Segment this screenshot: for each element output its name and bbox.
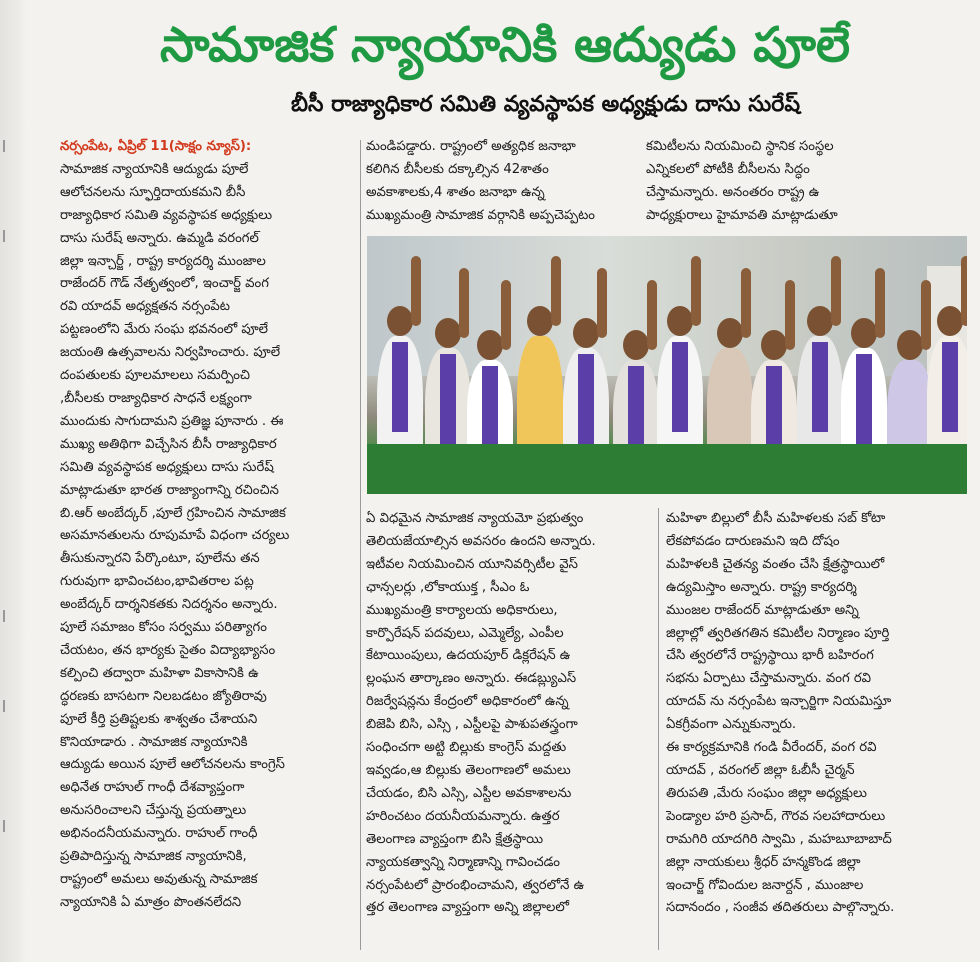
text-line: ద్ధరణకు బాసటగా నిలబడటం జ్యోతిరావు [60,688,267,704]
text-line: సమితి వ్యవస్థాపక అధ్యక్షులు దాసు సురేష్ [60,459,274,475]
photo-raised-arm [459,268,469,338]
text-line: మండిపడ్డారు. రాష్ట్రంలో అత్యధిక జనాభా [366,139,576,154]
text-line: జిల్లాల్లో త్వరితగతిన కమిటీల నిర్మాణం పూర్తి [666,625,890,641]
article-column-3-bottom [666,508,966,920]
photo-sash [856,354,872,444]
article-column-3-top [646,136,968,228]
text-line: యాదవ్ , వరంగల్ జిల్లా ఓబీసీ చైర్మన్ [666,762,855,778]
article-column-2-top [366,136,640,228]
column-3-top-body [646,136,968,228]
text-line: అసమానతులను రూపుమాపే విధంగా చర్యలు [60,528,290,544]
text-line: అనుసరించాలని చేస్తున్న ప్రయత్నాలు [60,803,247,819]
text-line: ల్లంఘన తార్కాణం అన్నారు. ఈడబ్ల్యుఎస్ [366,671,577,687]
photo-sash [482,366,498,456]
photo-raised-arm [785,280,795,350]
column-2-top-body [366,136,640,228]
text-line: కార్పొరేషన్ పదవులు, ఎమ్మెల్యే, ఎంపీల [366,625,564,641]
text-line: సంధించగా అట్టి బిల్లుకు కాంగ్రెస్ మద్దతు [366,740,567,756]
text-line: చేయటం, తన భార్యకు సైతం విద్యాభ్యాసం [60,642,276,658]
photo-raised-arm [551,256,561,326]
text-line: న్యాయకత్వాన్ని నిర్మాణాన్ని గావించడం [366,854,560,870]
text-line: సదానందం , సంజీవ తదితరులు పాల్గొన్నారు. [666,900,895,916]
photo-person-head [667,306,693,336]
text-line: కల్పించి తద్వారా మహిళా వికాసానికి ఉ [60,665,259,681]
text-line: కేటాయింపులు, ఉదయపూర్ డిక్లరేషన్ ఉ [366,648,571,664]
text-line: చేసి త్వరలోనే రాష్ట్రస్థాయి భారీ బహిరంగ [666,648,874,664]
photo-person-head [435,318,461,348]
text-line: న్యాయానికి ఏ మాత్రం పొంతనలేదని [60,894,242,910]
photo-raised-arm [921,280,931,350]
text-line: ఉద్యమిస్తాం అన్నారు. రాష్ట్ర కార్యదర్శి [666,579,857,595]
text-line: తీసుకున్నారని పేర్కొంటూ, పూలేను తన [60,551,260,567]
text-line: రాజేందర్ గౌడ్ నేతృత్వంలో, ఇంచార్జ్ వంగ [60,276,269,292]
text-line: పూలే కీర్తి ప్రతిష్టలకు శాశ్వతం చేశాయని [60,711,258,727]
text-line: కమిటీలను నియమించి స్థానిక సంస్థల [646,139,834,154]
text-line: బి.ఆర్ అంబేద్కర్ ,పూలే గ్రహించిన సామాజిక [60,505,286,521]
text-line: ప్రతిపాదిస్తున్న సామాజిక న్యాయానికి, [60,849,247,865]
text-line: రిజర్వేషన్లను కేంద్రంలో అధికారంలో ఉన్న [366,694,569,710]
text-line: ఏ విధమైన సామాజిక న్యాయమో ప్రభుత్వం [366,511,584,526]
dateline: నర్సంపేట, ఏప్రిల్ 11(సాక్షం న్యూస్): [60,139,252,154]
photo-sash [392,342,408,432]
text-line: యాదవ్ ను నర్సంపేట ఇన్చార్జిగా నియమిస్తూ [666,694,892,710]
text-line: చేయడం, బిసి ఎస్సి, ఎస్టీల అవకాశాలను [366,785,572,801]
text-line: జిల్లా ఇన్చార్జ్ , రాష్ట్ర కార్యదర్శి ముంజాల [60,253,266,269]
text-line: ఇటీవల నియమించిన యూనివర్సిటీల వైస్ [366,556,578,572]
photo-sash [766,366,782,456]
text-line: ఏకగ్రీవంగా ఎన్నుకున్నారు. [666,717,797,733]
text-line: ఆద్యుడు అయిన పూలే ఆలోచనలను కాంగ్రెస్ [60,757,285,773]
text-line: ఈ కార్యక్రమానికి గండి వీరేందర్, వంగ రవి [666,740,877,756]
text-line: దంపతులకు పూలమాలలు సమర్పించి [60,368,251,384]
text-line: పాధ్యక్షురాలు హైమావతి మాట్లాడుతూ [646,207,838,223]
photo-raised-arm [741,268,751,338]
photo-raised-arm [647,280,657,350]
photo-sash [812,342,828,432]
text-line: హరించటం దయనీయమన్నారు. ఉత్తర [366,808,560,824]
text-line: ముఖ్య అతిథిగా విచ్చేసిన బీసీ రాజ్యాధికార [60,436,277,452]
column-divider-1 [360,140,361,950]
text-line: ముఖ్యమంత్రి కార్యాలయ అధికారులు, [366,602,558,618]
column-divider-2 [658,508,659,950]
text-line: జిల్లా నాయకులు శ్రీధర్ హన్మకొండ జిల్లా [666,854,861,870]
subheadline [180,86,970,124]
text-line: రామగిరి యాదగిరి స్వామి , మహబూబాబాద్ [666,831,892,847]
text-line: లేకపోవడం దారుణమని ఇది దోషం [666,533,840,549]
text-line: దాసు సురేష్ అన్నారు. ఉమ్మడి వరంగల్ [60,230,259,246]
photo-sash [440,354,456,444]
text-line: ,బీసీలకు రాజ్యాధికార సాధనే లక్ష్యంగా [60,390,252,406]
text-line: మాట్లాడుతూ భారత రాజ్యాంగాన్ని రచించిన [60,482,279,498]
photo-raised-arm [875,268,885,338]
photo-sash [672,342,688,432]
subheadline-text: బీసీ రాజ్యాధికార సమితి వ్యవస్థాపక అధ్యక్షుడు దాసు సురేష్ [291,92,800,117]
column-2-bottom-body [366,508,644,920]
photo-raised-arm [961,256,967,326]
text-line: మహిళలకి చైతన్య వంతం చేసి క్షేత్రస్థాయిలో [666,556,885,572]
article-column-2-bottom [366,508,644,920]
text-line: బిజెపి బిసి, ఎస్సి , ఎస్టీలపై పాశుపతస్త్రంగా [366,717,578,733]
text-line: రాజ్యాధికార సమితి వ్యవస్థాపక అధ్యక్షులు [60,207,273,223]
text-line: అంబేద్కర్ దార్శనికతకు నిదర్శనం అన్నారు. [60,597,278,613]
text-line: గురువుగా భావించటం,భావితరాల పట్ల [60,574,254,590]
edge-mark [3,230,15,242]
text-line: తెలంగాణ వ్యాప్తంగా బిసి క్షేత్రస్థాయి [366,831,544,847]
text-line: తిరుపతి ,మేరు సంఘం జిల్లా అధ్యక్షులు [666,785,867,801]
photo-person-head [851,318,877,348]
text-line: ఎన్నికలలో పోటీకి బీసీలను సిద్ధం [646,161,810,177]
photo-table [367,444,967,494]
text-line: పట్టణంలోని మేరు సంఘ భవనంలో పూలే [60,322,269,338]
event-photo [367,236,967,494]
edge-mark [3,140,15,152]
photo-raised-arm [597,268,607,338]
photo-raised-arm [501,280,511,350]
text-line: పెండ్యాల హరి ప్రసాద్, గౌరవ సలహాదారులు [666,808,886,824]
text-line: ఇవ్వడం,ఆ బిల్లుకు తెలంగాణలో అమలు [366,762,571,778]
photo-person-head [937,306,963,336]
column-3-bottom-body [666,508,966,920]
text-line: ఛాన్సలర్లు ,లోకాయుక్త , సీఎం ఓ [366,579,530,595]
text-line: మహిళా బిల్లులో బీసీ మహిళలకు సబ్ కోటా [666,511,886,526]
text-line: ముందుకు సాగుదామని ప్రతిజ్ఞ పూనారు . ఈ [60,413,284,429]
photo-person-head [623,330,649,360]
text-line: కలిగిన బీసీలకు దక్కాల్సిన 42శాతం [366,161,549,177]
text-line: అభినందనీయమన్నారు. రాహుల్ గాంధీ [60,826,258,842]
text-line: తెలియజేయాల్సిన అవసరం ఉందని అన్నారు. [366,533,596,549]
text-line: సామాజిక న్యాయానికి ఆద్యుడు పూలే [60,161,249,177]
photo-person-head [761,330,787,360]
photo-person-head [897,330,923,360]
text-line: ముంజల రాజేందర్ మాట్లాడుతూ అన్ని [666,602,859,618]
column-1-body [60,159,352,915]
text-line: జయంతి ఉత్సవాలను నిర్వహించారు. పూలే [60,345,281,361]
text-line: ముఖ్యమంత్రి సామాజిక వర్గానికి అప్పచెప్పటం [366,207,595,223]
photo-person-head [527,306,553,336]
text-line: సభను ఏర్పాటు చేస్తామన్నారు. వంగ రవి [666,671,872,687]
text-line: కొనియాడారు . సామాజిక న్యాయానికి [60,734,248,750]
text-line: అవకాశాలకు,4 శాతం జనాభా ఉన్న [366,184,545,200]
article-column-1 [60,136,352,915]
text-line: చేస్తామన్నారు. అనంతరం రాష్ట్ర ఉ [646,184,820,200]
photo-person-head [717,318,743,348]
photo-sash [578,354,594,444]
text-line: అధినేత రాహుల్ గాంధీ దేశవ్యాప్తంగా [60,780,245,796]
text-line: ఇంచార్జ్ గోవిందుల జనార్దన్ , ముంజాల [666,877,864,893]
photo-person-head [477,330,503,360]
photo-raised-arm [691,256,701,326]
headline: సామాజిక న్యాయానికి ఆద్యుడు పూలే [160,17,850,73]
photo-sash [942,342,958,432]
text-line: ఆలోచనలను స్ఫూర్తిదాయకమని బీసీ [60,184,246,200]
text-line: త్తర తెలంగాణ వ్యాప్తంగా అన్ని జిల్లాలలో [366,900,569,916]
photo-person-head [387,306,413,336]
edge-mark [3,700,15,712]
photo-raised-arm [831,256,841,326]
photo-person-head [573,318,599,348]
text-line: నర్సంపేటలో ప్రారంభించామని, త్వరలోనే ఉ [366,877,585,893]
photo-person-head [807,306,833,336]
text-line: రాష్ట్రంలో అమలు అవుతున్న సామాజిక [60,872,258,887]
edge-mark [3,610,15,622]
edge-mark [3,820,15,832]
text-line: పూలే సమాజం కోసం సర్వము పరిత్యాగం [60,620,267,636]
text-line: రవి యాదవ్ అధ్యక్షతన నర్సంపేట [60,299,230,315]
photo-raised-arm [411,256,421,326]
photo-sash [628,366,644,456]
